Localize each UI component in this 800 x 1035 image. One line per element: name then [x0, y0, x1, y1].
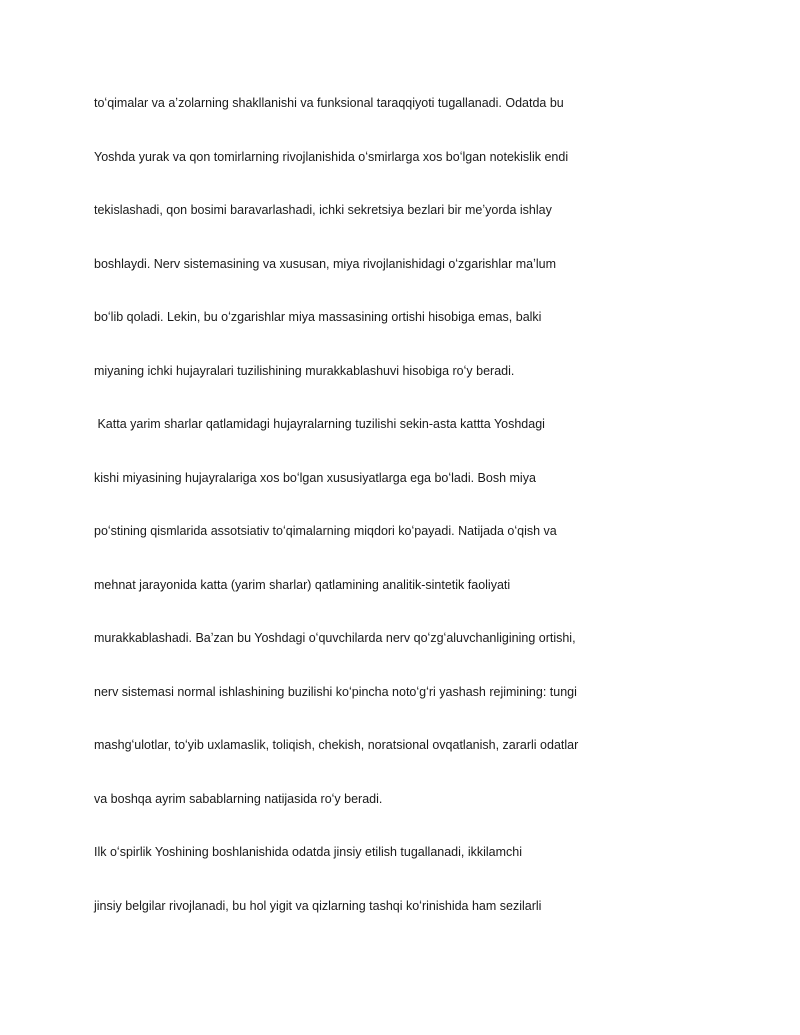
text-line: toʻqimalar va aʼzolarning shakllanishi va funksional taraqqiyoti tugallanadi. Odatda bu — [94, 96, 564, 110]
text-line: Yoshda yurak va qon tomirlarning rivojlanishida oʻsmirlarga xos boʻlgan notekislik endi — [94, 150, 569, 164]
text-line: boʻlib qoladi. Lekin, bu oʻzgarishlar miya massasining ortishi hisobiga emas, balki — [94, 310, 542, 324]
text-line: poʻstining qismlarida assotsiativ toʻqimalarning miqdori koʻpayadi. Natijada oʻqish va — [94, 524, 557, 538]
text-line: nerv sistemasi normal ishlashining buzilishi koʻpincha notoʻgʻri yashash rejimining: tungi — [94, 685, 577, 699]
text-line: mashgʻulotlar, toʻyib uxlamaslik, toliqish, chekish, noratsional ovqatlanish, zararli odatlar — [94, 738, 579, 752]
text-line: Ilk oʻspirlik Yoshining boshlanishida odatda jinsiy etilish tugallanadi, ikkilamchi — [94, 845, 523, 859]
text-line: kishi miyasining hujayralariga xos boʻlgan xususiyatlarga ega boʻladi. Bosh miya — [94, 471, 536, 485]
text-line: mehnat jarayonida katta (yarim sharlar) qatlamining analitik-sintetik faoliyati — [94, 578, 511, 592]
text-line: va boshqa ayrim sabablarning natijasida roʻy beradi. — [94, 792, 383, 806]
text-line: jinsiy belgilar rivojlanadi, bu hol yigit va qizlarning tashqi koʻrinishida ham sezilarli — [94, 899, 542, 913]
text-line: boshlaydi. Nerv sistemasining va xususan, miya rivojlanishidagi oʻzgarishlar maʼlum — [94, 257, 556, 271]
text-line: miyaning ichki hujayralari tuzilishining murakkablashuvi hisobiga roʻy beradi. — [94, 364, 515, 378]
text-line: tekislashadi, qon bosimi baravarlashadi, ichki sekretsiya bezlari bir meʼyorda ishlay — [94, 203, 552, 217]
text-line: murakkablashadi. Baʼzan bu Yoshdagi oʻquvchilarda nerv qoʻzgʻaluvchanligining ortishi, — [94, 631, 576, 645]
text-line: Katta yarim sharlar qatlamidagi hujayralarning tuzilishi sekin-asta kattta Yoshdagi — [94, 417, 545, 431]
